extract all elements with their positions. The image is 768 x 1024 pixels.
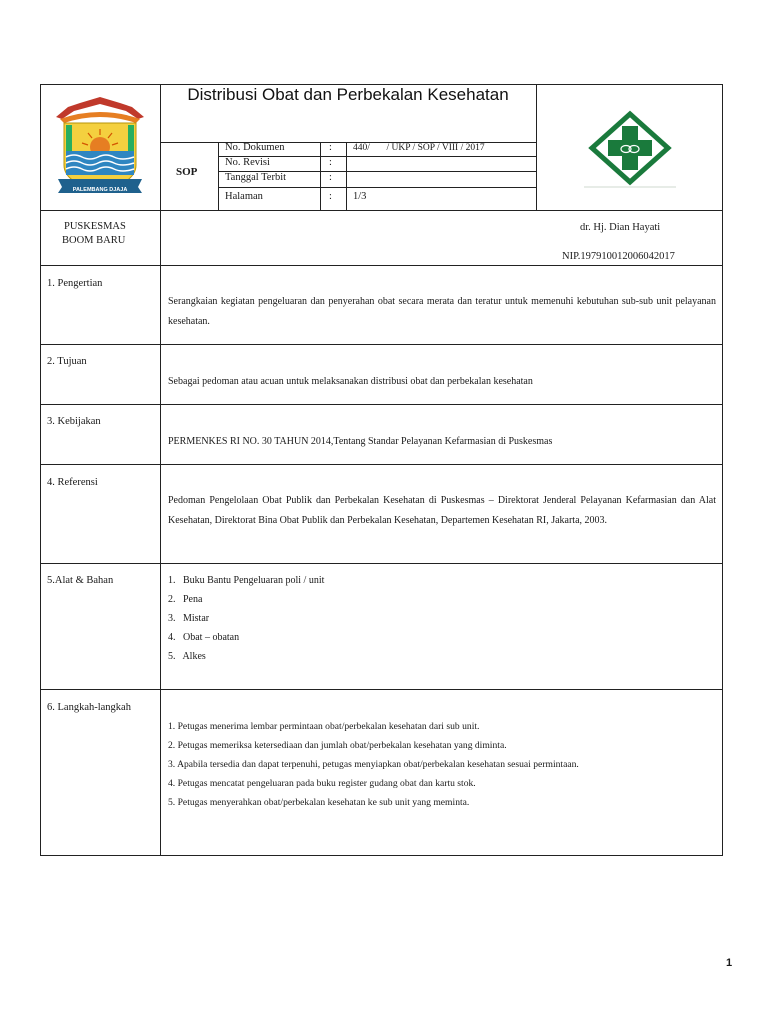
meta-value: 1/3 [353,191,367,202]
list-item: 5. Alkes [168,651,206,662]
meta-sep: : [329,172,332,183]
meta-sep: : [329,191,332,202]
divider [40,464,723,465]
divider [40,563,723,564]
section-label: 2. Tujuan [47,356,87,367]
list-item: 1. Petugas menerima lembar permintaan obat/perbekalan kesehatan dari sub unit. [168,721,480,732]
divider [346,142,347,210]
divider [320,142,321,210]
meta-label: Tanggal Terbit [225,172,287,183]
divider [40,210,723,211]
section-label: 1. Pengertian [47,278,103,289]
org-name-line2: BOOM BARU [62,235,126,246]
list-item: 3. Apabila tersedia dan dapat terpenuhi, petugas menyiapkan obat/perbekalan kesehatan sesuai permintaan. [168,759,579,770]
tools-list [168,571,324,666]
section-label: 3. Kebijakan [47,416,101,427]
section-text: Serangkaian kegiatan pengeluaran dan penyerahan obat secara merata dan teratur untuk memenuhi kebutuhan sub-sub unit pelayanan kesehatan. [168,296,716,327]
section-label: 6. Langkah-langkah [47,702,131,713]
list-item: 4. Obat – obatan [168,632,240,643]
list-item: 2. Petugas memeriksa ketersediaan dan jumlah obat/perbekalan kesehatan yang diminta. [168,740,507,751]
org-name-line1: PUSKESMAS [64,221,126,232]
section-label: 5.Alat & Bahan [47,575,114,586]
list-item: 1. Buku Bantu Pengeluaran poli / unit [168,575,325,586]
list-item: 5. Petugas menyerahkan obat/perbekalan kesehatan ke sub unit yang meminta. [168,797,470,808]
meta-label: No. Dokumen [225,142,285,153]
divider [40,689,723,690]
divider [40,404,723,405]
meta-label: Halaman [225,191,263,202]
divider [160,84,161,856]
puskesmas-cross-logo-icon [582,110,678,190]
divider [218,187,536,188]
emblem-ribbon-text: PALEMBANG DJAJA [72,187,128,193]
section-text: PERMENKES RI NO. 30 TAHUN 2014,Tentang Standar Pelayanan Kefarmasian di Puskesmas [168,436,553,447]
divider [536,84,537,210]
list-item: 2. Pena [168,594,203,605]
steps-list [168,717,579,812]
divider [218,142,219,210]
meta-value: 440/ / UKP / SOP / VIII / 2017 [353,143,485,153]
divider [40,344,723,345]
palembang-emblem-icon [50,95,150,200]
section-text: Sebagai pedoman atau acuan untuk melaksanakan distribusi obat dan perbekalan kesehatan [168,376,533,387]
section-text: Pedoman Pengelolaan Obat Publik dan Perbekalan Kesehatan di Puskesmas – Direktorat Jenderal Pelayanan Kefarmasian dan Alat Kesehatan, Direktorat Bina Obat Publik dan Perbekalan Kesehatan, Departemen Kesehatan RI, Jakarta, 2003. [168,495,716,526]
meta-label: No. Revisi [225,157,270,168]
meta-sep: : [329,157,332,168]
section-label: 4. Referensi [47,477,98,488]
document-title: Distribusi Obat dan Perbekalan Kesehatan [187,85,509,104]
list-item: 3. Mistar [168,613,210,624]
signer-name: dr. Hj. Dian Hayati [580,222,661,233]
sop-label: SOP [176,166,198,178]
meta-sep: : [329,142,332,153]
signer-nip: NIP.197910012006042017 [562,251,675,262]
page-number: 1 [726,957,733,969]
list-item: 4. Petugas mencatat pengeluaran pada buku register gudang obat dan kartu stok. [168,778,476,789]
divider [40,265,723,266]
